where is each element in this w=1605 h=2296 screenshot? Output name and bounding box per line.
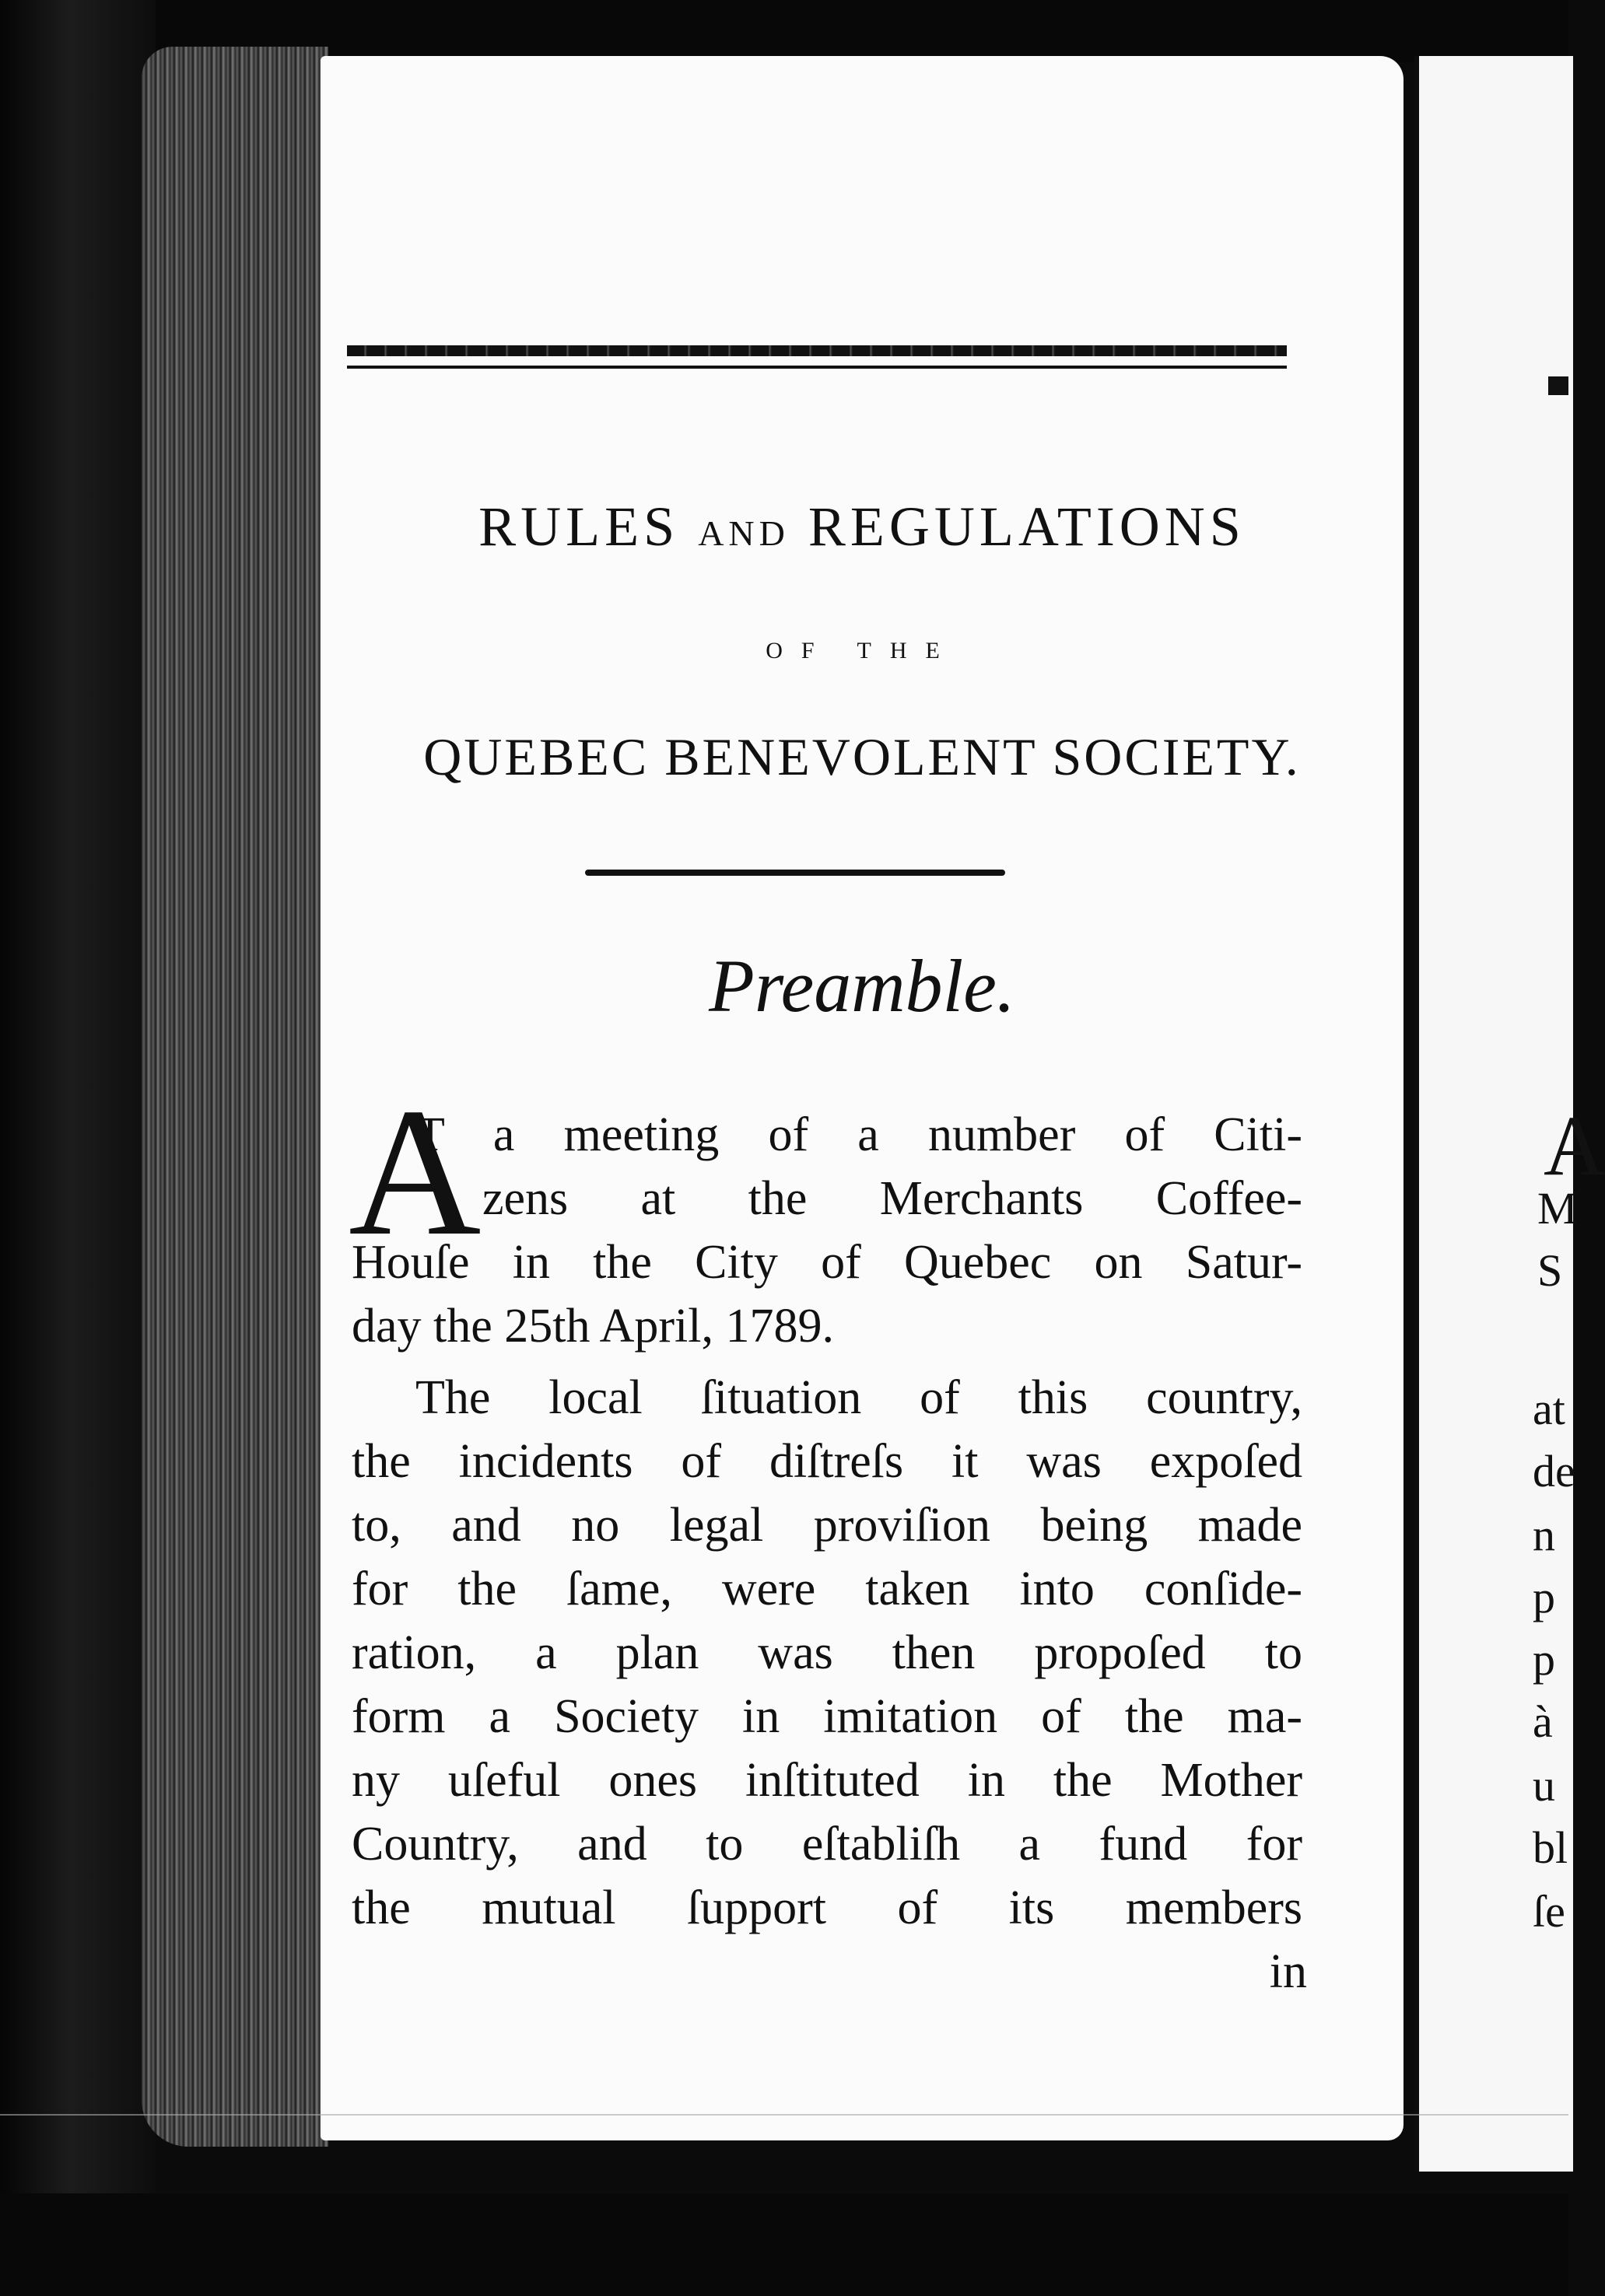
facing-page-fragment: at (1533, 1384, 1565, 1434)
facing-page-fragment: à (1533, 1696, 1553, 1747)
text-line: the incidents of diſtreſs it was expoſed (352, 1435, 1302, 1488)
section-divider-rule (585, 870, 1005, 876)
facing-page-fragment: A (1544, 1098, 1605, 1193)
text-line: Country, and to eſtabliſh a fund for (352, 1818, 1302, 1871)
title-of-the: OF THE (766, 638, 958, 663)
facing-page-fragment: u (1533, 1760, 1555, 1811)
header-ornament-rule (347, 345, 1287, 356)
facing-page-fragment: de (1533, 1446, 1575, 1496)
header-thin-rule (347, 366, 1287, 369)
text-line: ny uſeful ones inſtituted in the Mother (352, 1754, 1302, 1807)
section-title: Preamble. (709, 944, 1015, 1027)
facing-page-fragment: p (1533, 1634, 1555, 1685)
text-line: to, and no legal proviſion being made (352, 1499, 1302, 1552)
facing-page-mark (1548, 376, 1568, 395)
text-line: Houſe in the City of Quebec on Satur- (352, 1236, 1302, 1289)
text-line: ration, a plan was then propoſed to (352, 1626, 1302, 1679)
text-line: for the ſame, were taken into conſide- (352, 1563, 1302, 1615)
text-line: the mutual ſupport of its members (352, 1881, 1302, 1934)
facing-page-fragment: n (1533, 1510, 1555, 1560)
text-line: The local ſituation of this country, (415, 1371, 1302, 1424)
book-cover-edge (0, 0, 156, 2296)
title-rules-and-regulations: RULES AND REGULATIONS (478, 495, 1246, 558)
text-line: form a Society in imitation of the ma- (352, 1690, 1302, 1743)
scan-artifact-line (0, 2114, 1568, 2116)
facing-page-fragment: M (1537, 1183, 1578, 1234)
drop-cap: A (349, 1071, 482, 1274)
facing-page-fragment: p (1533, 1572, 1555, 1622)
title-society: QUEBEC BENEVOLENT SOCIETY. (423, 727, 1301, 786)
text-line: zens at the Merchants Coffee- (482, 1172, 1302, 1225)
scan-bottom-border (0, 2193, 1568, 2296)
catchword: in (1269, 1945, 1307, 1998)
text-line: T a meeting of a number of Citi- (415, 1108, 1302, 1161)
text-line: day the 25th April, 1789. (352, 1300, 834, 1353)
facing-page-fragment: ſe (1533, 1886, 1565, 1937)
facing-page-fragment: S (1537, 1245, 1563, 1296)
facing-page-fragment: bl (1533, 1822, 1568, 1873)
page-edges-gutter (142, 47, 328, 2147)
